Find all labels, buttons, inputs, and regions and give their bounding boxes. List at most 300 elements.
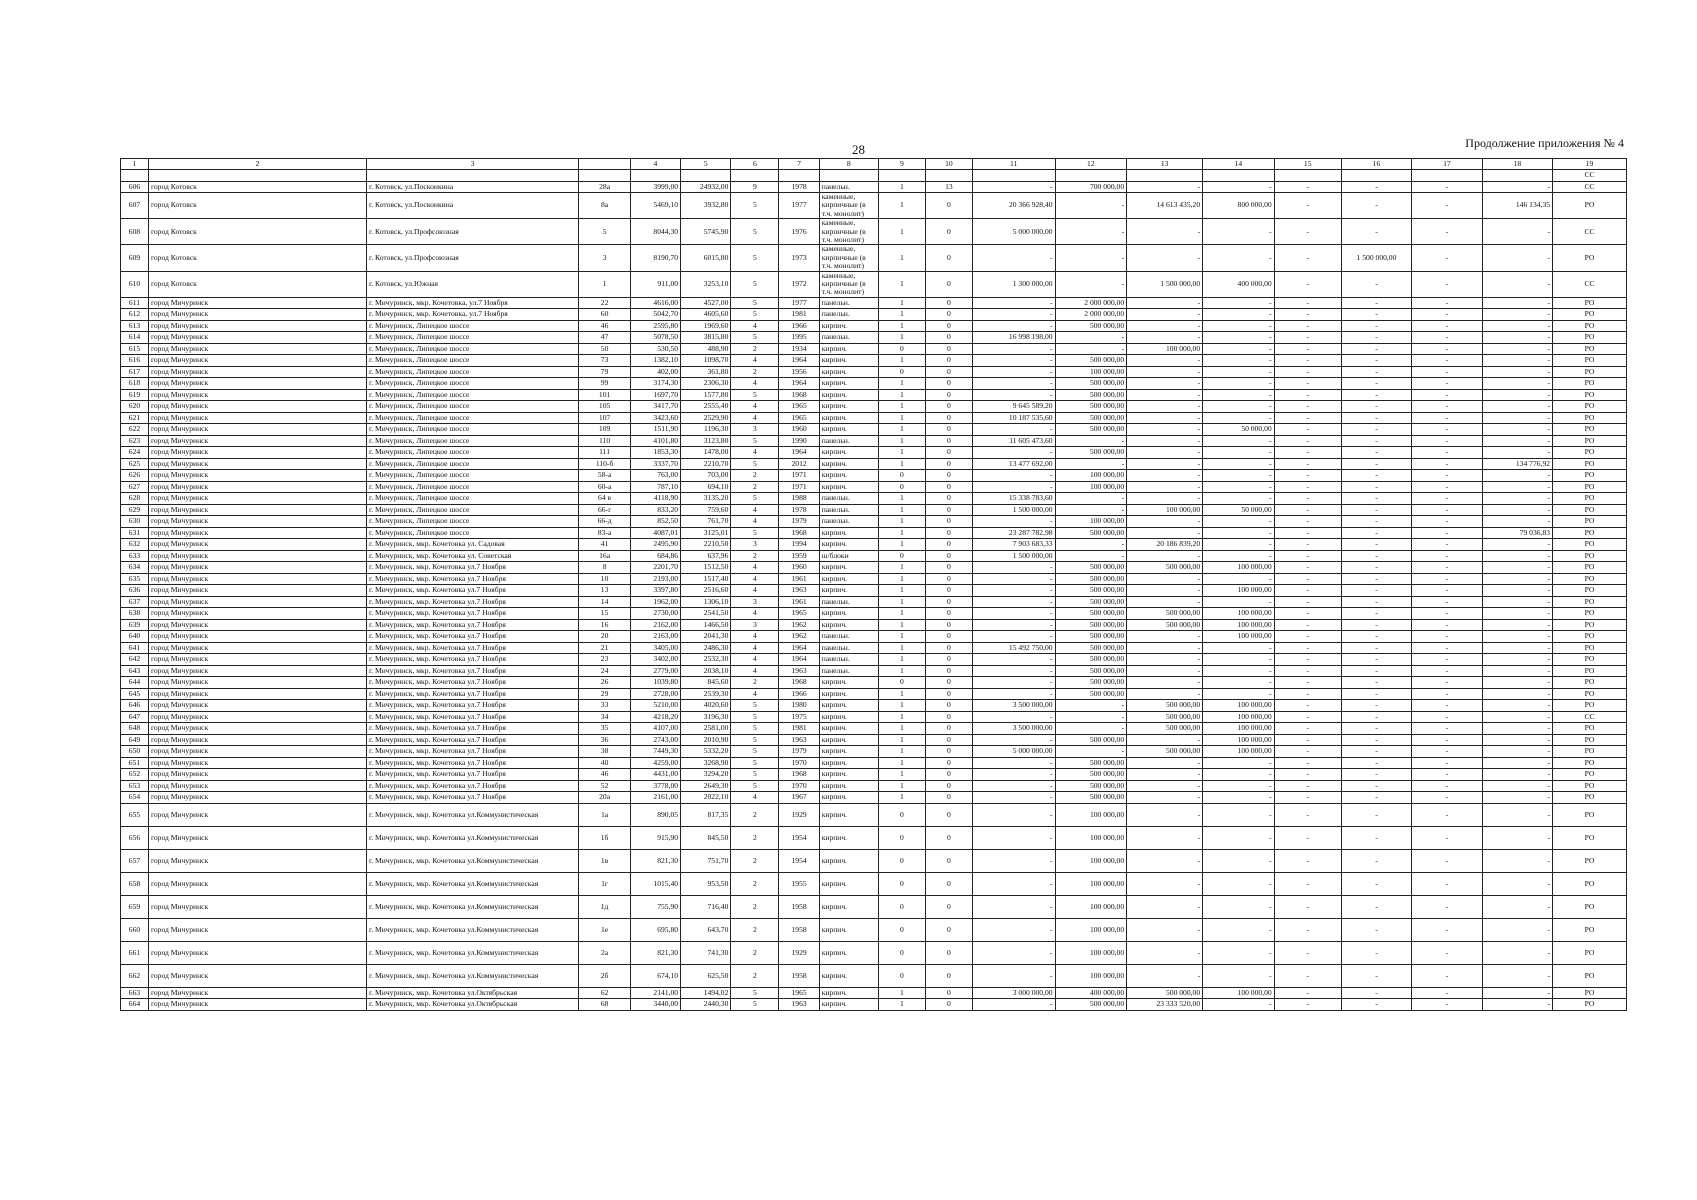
- cell-col-20: РО: [1553, 573, 1627, 585]
- cell-col-19: -: [1482, 573, 1552, 585]
- cell-col-6: [681, 170, 731, 182]
- cell-col-15: -: [1203, 412, 1275, 424]
- cell-col-5: 915,90: [630, 826, 680, 849]
- cell-col-15: 100 000,00: [1203, 585, 1275, 597]
- cell-col-11: 0: [925, 769, 972, 781]
- cell-col-16: -: [1274, 447, 1341, 459]
- cell-col-4: 2а: [579, 941, 630, 964]
- cell-col-13: 500 000,00: [1055, 769, 1127, 781]
- cell-col-5: 1853,30: [630, 447, 680, 459]
- cell-col-11: 0: [925, 401, 972, 413]
- cell-col-4: 10: [579, 573, 630, 585]
- cell-col-4: 47: [579, 332, 630, 344]
- cell-col-9: панельн.: [819, 642, 878, 654]
- cell-col-5: 1015,40: [630, 872, 680, 895]
- cell-col-10: 1: [878, 573, 925, 585]
- cell-col-14: 500 000,00: [1127, 723, 1203, 735]
- cell-col-10: 1: [878, 320, 925, 332]
- housing-register-table: [120, 158, 1627, 1011]
- cell-col-20: РО: [1553, 872, 1627, 895]
- cell-col-6: 361,80: [681, 366, 731, 378]
- cell-col-19: -: [1482, 320, 1552, 332]
- cell-col-6: 5332,20: [681, 746, 731, 758]
- cell-col-14: -: [1127, 332, 1203, 344]
- cell-col-9: кирпич.: [819, 401, 878, 413]
- cell-col-14: -: [1127, 458, 1203, 470]
- cell-col-8: 1964: [779, 355, 819, 367]
- cell-col-5: 530,50: [630, 343, 680, 355]
- cell-col-7: 2: [731, 895, 779, 918]
- cell-col-12: -: [972, 677, 1055, 689]
- cell-col-9: каменные, кирпичные (в т.ч. монолит): [819, 193, 878, 219]
- cell-col-6: 694,10: [681, 481, 731, 493]
- cell-col-16: -: [1274, 723, 1341, 735]
- cell-col-9: панельн.: [819, 332, 878, 344]
- cell-col-2: город Мичуринск: [148, 447, 366, 459]
- cell-col-15: -: [1203, 654, 1275, 666]
- cell-col-15: 100 000,00: [1203, 619, 1275, 631]
- cell-col-20: РО: [1553, 987, 1627, 999]
- cell-col-10: 1: [878, 792, 925, 804]
- cell-col-1: 622: [121, 424, 149, 436]
- cell-col-8: [779, 170, 819, 182]
- table-row: [121, 688, 1627, 700]
- cell-col-9: кирпич.: [819, 527, 878, 539]
- cell-col-20: РО: [1553, 964, 1627, 987]
- cell-col-5: 3999,00: [630, 181, 680, 193]
- cell-col-1: 610: [121, 271, 149, 297]
- cell-col-17: -: [1341, 918, 1411, 941]
- cell-col-4: 13: [579, 585, 630, 597]
- cell-col-5: 4107,00: [630, 723, 680, 735]
- cell-col-19: -: [1482, 389, 1552, 401]
- cell-col-2: город Мичуринск: [148, 550, 366, 562]
- cell-col-13: 500 000,00: [1055, 562, 1127, 574]
- cell-col-10: 1: [878, 619, 925, 631]
- cell-col-9: панельн.: [819, 181, 878, 193]
- cell-col-9: ш/блоки: [819, 550, 878, 562]
- cell-col-14: -: [1127, 401, 1203, 413]
- cell-col-13: 100 000,00: [1055, 849, 1127, 872]
- cell-col-13: 100 000,00: [1055, 895, 1127, 918]
- cell-col-20: РО: [1553, 550, 1627, 562]
- cell-col-16: -: [1274, 481, 1341, 493]
- cell-col-3: г. Мичуринск, мкр. Кочетовка ул.7 Ноября: [366, 757, 578, 769]
- cell-col-5: 4087,01: [630, 527, 680, 539]
- cell-col-7: 5: [731, 493, 779, 505]
- cell-col-4: 66-д: [579, 516, 630, 528]
- cell-col-8: 2012: [779, 458, 819, 470]
- cell-col-2: город Котовск: [148, 271, 366, 297]
- cell-col-7: 2: [731, 470, 779, 482]
- cell-col-18: -: [1412, 642, 1482, 654]
- cell-col-7: 4: [731, 585, 779, 597]
- cell-col-17: -: [1341, 711, 1411, 723]
- cell-col-12: -: [972, 999, 1055, 1011]
- cell-col-1: 628: [121, 493, 149, 505]
- cell-col-8: 1972: [779, 271, 819, 297]
- cell-col-15: -: [1203, 320, 1275, 332]
- cell-col-16: -: [1274, 895, 1341, 918]
- cell-col-19: -: [1482, 700, 1552, 712]
- cell-col-14: -: [1127, 826, 1203, 849]
- cell-col-3: г. Мичуринск, Липецкое шоссе: [366, 458, 578, 470]
- cell-col-16: -: [1274, 941, 1341, 964]
- cell-col-13: 500 000,00: [1055, 688, 1127, 700]
- cell-col-11: 0: [925, 435, 972, 447]
- cell-col-18: -: [1412, 895, 1482, 918]
- table-row: [121, 562, 1627, 574]
- cell-col-4: 3: [579, 245, 630, 271]
- cell-col-7: 5: [731, 245, 779, 271]
- table-row: [121, 355, 1627, 367]
- cell-col-9: кирпич.: [819, 447, 878, 459]
- cell-col-16: -: [1274, 424, 1341, 436]
- cell-col-18: -: [1412, 665, 1482, 677]
- cell-col-4: 107: [579, 412, 630, 424]
- cell-col-20: РО: [1553, 619, 1627, 631]
- cell-col-16: -: [1274, 769, 1341, 781]
- cell-col-20: РО: [1553, 193, 1627, 219]
- table-row: [121, 780, 1627, 792]
- cell-col-18: -: [1412, 654, 1482, 666]
- cell-col-20: РО: [1553, 769, 1627, 781]
- cell-col-17: -: [1341, 826, 1411, 849]
- cell-col-19: -: [1482, 665, 1552, 677]
- cell-col-16: -: [1274, 550, 1341, 562]
- table-row: [121, 757, 1627, 769]
- cell-col-10: 0: [878, 941, 925, 964]
- table-row: [121, 918, 1627, 941]
- cell-col-7: 4: [731, 412, 779, 424]
- cell-col-1: 654: [121, 792, 149, 804]
- cell-col-7: 2: [731, 803, 779, 826]
- cell-col-19: -: [1482, 245, 1552, 271]
- cell-col-12: -: [972, 826, 1055, 849]
- cell-col-8: 1929: [779, 941, 819, 964]
- cell-col-16: -: [1274, 271, 1341, 297]
- table-row: [121, 665, 1627, 677]
- table-row: [121, 642, 1627, 654]
- cell-col-5: 4118,90: [630, 493, 680, 505]
- cell-col-13: [1055, 170, 1127, 182]
- cell-col-8: 1959: [779, 550, 819, 562]
- cell-col-2: город Мичуринск: [148, 320, 366, 332]
- cell-col-20: РО: [1553, 665, 1627, 677]
- cell-col-16: -: [1274, 297, 1341, 309]
- cell-col-15: 100 000,00: [1203, 723, 1275, 735]
- cell-col-20: РО: [1553, 493, 1627, 505]
- cell-col-16: -: [1274, 987, 1341, 999]
- cell-col-7: 2: [731, 826, 779, 849]
- cell-col-8: 1970: [779, 757, 819, 769]
- cell-col-19: -: [1482, 366, 1552, 378]
- cell-col-15: -: [1203, 458, 1275, 470]
- cell-col-5: 2779,00: [630, 665, 680, 677]
- cell-col-1: 617: [121, 366, 149, 378]
- cell-col-11: 0: [925, 458, 972, 470]
- cell-col-19: -: [1482, 723, 1552, 735]
- cell-col-8: 1973: [779, 245, 819, 271]
- cell-col-19: -: [1482, 999, 1552, 1011]
- cell-col-9: каменные, кирпичные (в т.ч. монолит): [819, 245, 878, 271]
- cell-col-6: 2440,30: [681, 999, 731, 1011]
- cell-col-3: г. Мичуринск, мкр. Кочетовка ул.Коммунистическая: [366, 803, 578, 826]
- table-row: [121, 424, 1627, 436]
- cell-col-11: 0: [925, 826, 972, 849]
- cell-col-7: 2: [731, 849, 779, 872]
- cell-col-5: 852,50: [630, 516, 680, 528]
- cell-col-2: город Мичуринск: [148, 803, 366, 826]
- cell-col-20: СС: [1553, 181, 1627, 193]
- cell-col-10: 0: [878, 481, 925, 493]
- cell-col-9: кирпич.: [819, 792, 878, 804]
- cell-col-5: 8044,30: [630, 219, 680, 245]
- cell-col-5: 3440,00: [630, 999, 680, 1011]
- header-row: [121, 159, 1627, 170]
- cell-col-20: РО: [1553, 527, 1627, 539]
- cell-col-6: 2529,90: [681, 412, 731, 424]
- cell-col-10: 1: [878, 608, 925, 620]
- cell-col-11: 0: [925, 355, 972, 367]
- cell-col-1: 659: [121, 895, 149, 918]
- cell-col-4: 1е: [579, 918, 630, 941]
- cell-col-1: 647: [121, 711, 149, 723]
- cell-col-8: 1963: [779, 734, 819, 746]
- cell-col-15: -: [1203, 219, 1275, 245]
- cell-col-9: кирпич.: [819, 700, 878, 712]
- cell-col-16: -: [1274, 527, 1341, 539]
- cell-col-19: -: [1482, 219, 1552, 245]
- cell-col-3: г. Мичуринск, мкр. Кочетовка, ул.7 Ноября: [366, 297, 578, 309]
- cell-col-15: -: [1203, 389, 1275, 401]
- cell-col-17: -: [1341, 872, 1411, 895]
- cell-col-5: 5469,10: [630, 193, 680, 219]
- cell-col-15: 100 000,00: [1203, 700, 1275, 712]
- table-row: [121, 435, 1627, 447]
- cell-col-13: -: [1055, 332, 1127, 344]
- cell-col-10: 1: [878, 769, 925, 781]
- cell-col-8: 1954: [779, 849, 819, 872]
- cell-col-18: -: [1412, 872, 1482, 895]
- header-col-2: 2: [148, 159, 366, 170]
- cell-col-19: 79 036,83: [1482, 527, 1552, 539]
- cell-col-5: 2163,00: [630, 631, 680, 643]
- cell-col-2: город Мичуринск: [148, 711, 366, 723]
- cell-col-14: -: [1127, 470, 1203, 482]
- cell-col-14: -: [1127, 389, 1203, 401]
- cell-col-19: -: [1482, 435, 1552, 447]
- cell-col-8: 1995: [779, 332, 819, 344]
- cell-col-18: -: [1412, 700, 1482, 712]
- cell-col-15: 100 000,00: [1203, 562, 1275, 574]
- cell-col-5: 684,86: [630, 550, 680, 562]
- table-row: [121, 550, 1627, 562]
- cell-col-1: 631: [121, 527, 149, 539]
- cell-col-9: кирпич.: [819, 585, 878, 597]
- cell-col-19: -: [1482, 539, 1552, 551]
- cell-col-1: 621: [121, 412, 149, 424]
- cell-col-18: -: [1412, 677, 1482, 689]
- cell-col-11: 0: [925, 999, 972, 1011]
- cell-col-8: 1963: [779, 585, 819, 597]
- cell-col-7: 4: [731, 504, 779, 516]
- cell-col-6: 3123,80: [681, 435, 731, 447]
- cell-col-18: -: [1412, 271, 1482, 297]
- cell-col-14: -: [1127, 516, 1203, 528]
- cell-col-17: -: [1341, 642, 1411, 654]
- cell-col-2: город Мичуринск: [148, 723, 366, 735]
- cell-col-15: -: [1203, 849, 1275, 872]
- page-number: 28: [852, 142, 865, 157]
- cell-col-15: -: [1203, 516, 1275, 528]
- cell-col-9: кирпич.: [819, 458, 878, 470]
- cell-col-14: 500 000,00: [1127, 700, 1203, 712]
- cell-col-18: -: [1412, 470, 1482, 482]
- table-row: [121, 619, 1627, 631]
- cell-col-3: г. Мичуринск, Липецкое шоссе: [366, 378, 578, 390]
- cell-col-15: 100 000,00: [1203, 987, 1275, 999]
- cell-col-7: 2: [731, 872, 779, 895]
- cell-col-1: 637: [121, 596, 149, 608]
- cell-col-7: 4: [731, 378, 779, 390]
- cell-col-11: 0: [925, 654, 972, 666]
- cell-col-5: 4616,00: [630, 297, 680, 309]
- cell-col-2: город Мичуринск: [148, 527, 366, 539]
- cell-col-9: кирпич.: [819, 688, 878, 700]
- cell-col-8: 1978: [779, 504, 819, 516]
- cell-col-13: -: [1055, 271, 1127, 297]
- cell-col-16: -: [1274, 780, 1341, 792]
- cell-col-6: 741,30: [681, 941, 731, 964]
- header-col-11: 10: [925, 159, 972, 170]
- cell-col-15: -: [1203, 803, 1275, 826]
- cell-col-3: г. Мичуринск, мкр. Кочетовка ул.Коммунистическая: [366, 918, 578, 941]
- cell-col-17: -: [1341, 378, 1411, 390]
- cell-col-13: 500 000,00: [1055, 619, 1127, 631]
- cell-col-11: 0: [925, 849, 972, 872]
- cell-col-6: 761,70: [681, 516, 731, 528]
- cell-col-10: 1: [878, 389, 925, 401]
- cell-col-9: кирпич.: [819, 355, 878, 367]
- cell-col-16: -: [1274, 389, 1341, 401]
- cell-col-3: г. Мичуринск, мкр. Кочетовка ул. Советская: [366, 550, 578, 562]
- cell-col-20: РО: [1553, 245, 1627, 271]
- cell-col-2: город Мичуринск: [148, 999, 366, 1011]
- table-row: [121, 987, 1627, 999]
- cell-col-20: РО: [1553, 447, 1627, 459]
- cell-col-11: 0: [925, 677, 972, 689]
- cell-col-2: город Мичуринск: [148, 734, 366, 746]
- cell-col-12: -: [972, 665, 1055, 677]
- cell-col-19: -: [1482, 895, 1552, 918]
- table-row: [121, 504, 1627, 516]
- cell-col-1: 607: [121, 193, 149, 219]
- table-row: [121, 245, 1627, 271]
- cell-col-20: РО: [1553, 366, 1627, 378]
- cell-col-5: 4218,20: [630, 711, 680, 723]
- cell-col-9: панельн.: [819, 654, 878, 666]
- cell-col-14: -: [1127, 769, 1203, 781]
- cell-col-13: 100 000,00: [1055, 366, 1127, 378]
- cell-col-18: -: [1412, 389, 1482, 401]
- cell-col-16: -: [1274, 688, 1341, 700]
- cell-col-6: 3294,20: [681, 769, 731, 781]
- cell-col-4: 33: [579, 700, 630, 712]
- cell-col-5: 1382,10: [630, 355, 680, 367]
- cell-col-14: -: [1127, 355, 1203, 367]
- cell-col-3: г. Мичуринск, Липецкое шоссе: [366, 366, 578, 378]
- cell-col-9: панельн.: [819, 493, 878, 505]
- cell-col-14: -: [1127, 849, 1203, 872]
- cell-col-15: -: [1203, 688, 1275, 700]
- cell-col-3: г. Мичуринск, Липецкое шоссе: [366, 389, 578, 401]
- cell-col-6: 2541,50: [681, 608, 731, 620]
- cell-col-13: 500 000,00: [1055, 596, 1127, 608]
- cell-col-6: 953,50: [681, 872, 731, 895]
- cell-col-4: 2б: [579, 964, 630, 987]
- cell-col-12: -: [972, 245, 1055, 271]
- cell-col-12: -: [972, 757, 1055, 769]
- cell-col-5: 8190,70: [630, 245, 680, 271]
- cell-col-12: 3 500 000,00: [972, 723, 1055, 735]
- cell-col-13: 100 000,00: [1055, 470, 1127, 482]
- cell-col-4: 60-а: [579, 481, 630, 493]
- cell-col-3: г. Мичуринск, мкр. Кочетовка ул.7 Ноября: [366, 585, 578, 597]
- cell-col-4: 109: [579, 424, 630, 436]
- cell-col-10: 1: [878, 642, 925, 654]
- cell-col-14: -: [1127, 654, 1203, 666]
- cell-col-10: 0: [878, 849, 925, 872]
- cell-col-11: 0: [925, 780, 972, 792]
- cell-col-5: 2495,90: [630, 539, 680, 551]
- table-row: [121, 654, 1627, 666]
- cell-col-16: -: [1274, 245, 1341, 271]
- cell-col-18: -: [1412, 539, 1482, 551]
- cell-col-1: 642: [121, 654, 149, 666]
- cell-col-17: -: [1341, 780, 1411, 792]
- cell-col-4: 1: [579, 271, 630, 297]
- cell-col-6: 2532,30: [681, 654, 731, 666]
- cell-col-11: 0: [925, 481, 972, 493]
- cell-col-17: -: [1341, 271, 1411, 297]
- table-row: [121, 596, 1627, 608]
- cell-col-14: [1127, 170, 1203, 182]
- cell-col-13: -: [1055, 550, 1127, 562]
- cell-col-12: -: [972, 320, 1055, 332]
- table-row: [121, 792, 1627, 804]
- cell-col-19: -: [1482, 642, 1552, 654]
- cell-col-15: -: [1203, 539, 1275, 551]
- cell-col-12: -: [972, 803, 1055, 826]
- cell-col-10: 1: [878, 424, 925, 436]
- cell-col-9: кирпич.: [819, 723, 878, 735]
- cell-col-1: 635: [121, 573, 149, 585]
- cell-col-4: 66-г: [579, 504, 630, 516]
- cell-col-2: город Мичуринск: [148, 458, 366, 470]
- cell-col-12: -: [972, 596, 1055, 608]
- table-row: [121, 826, 1627, 849]
- cell-col-14: -: [1127, 665, 1203, 677]
- table-row: [121, 343, 1627, 355]
- cell-col-1: 664: [121, 999, 149, 1011]
- cell-col-3: г. Мичуринск, мкр. Кочетовка ул.7 Ноября: [366, 665, 578, 677]
- table-row: [121, 193, 1627, 219]
- cell-col-13: 500 000,00: [1055, 378, 1127, 390]
- cell-col-15: -: [1203, 447, 1275, 459]
- cell-col-11: 0: [925, 688, 972, 700]
- cell-col-14: -: [1127, 757, 1203, 769]
